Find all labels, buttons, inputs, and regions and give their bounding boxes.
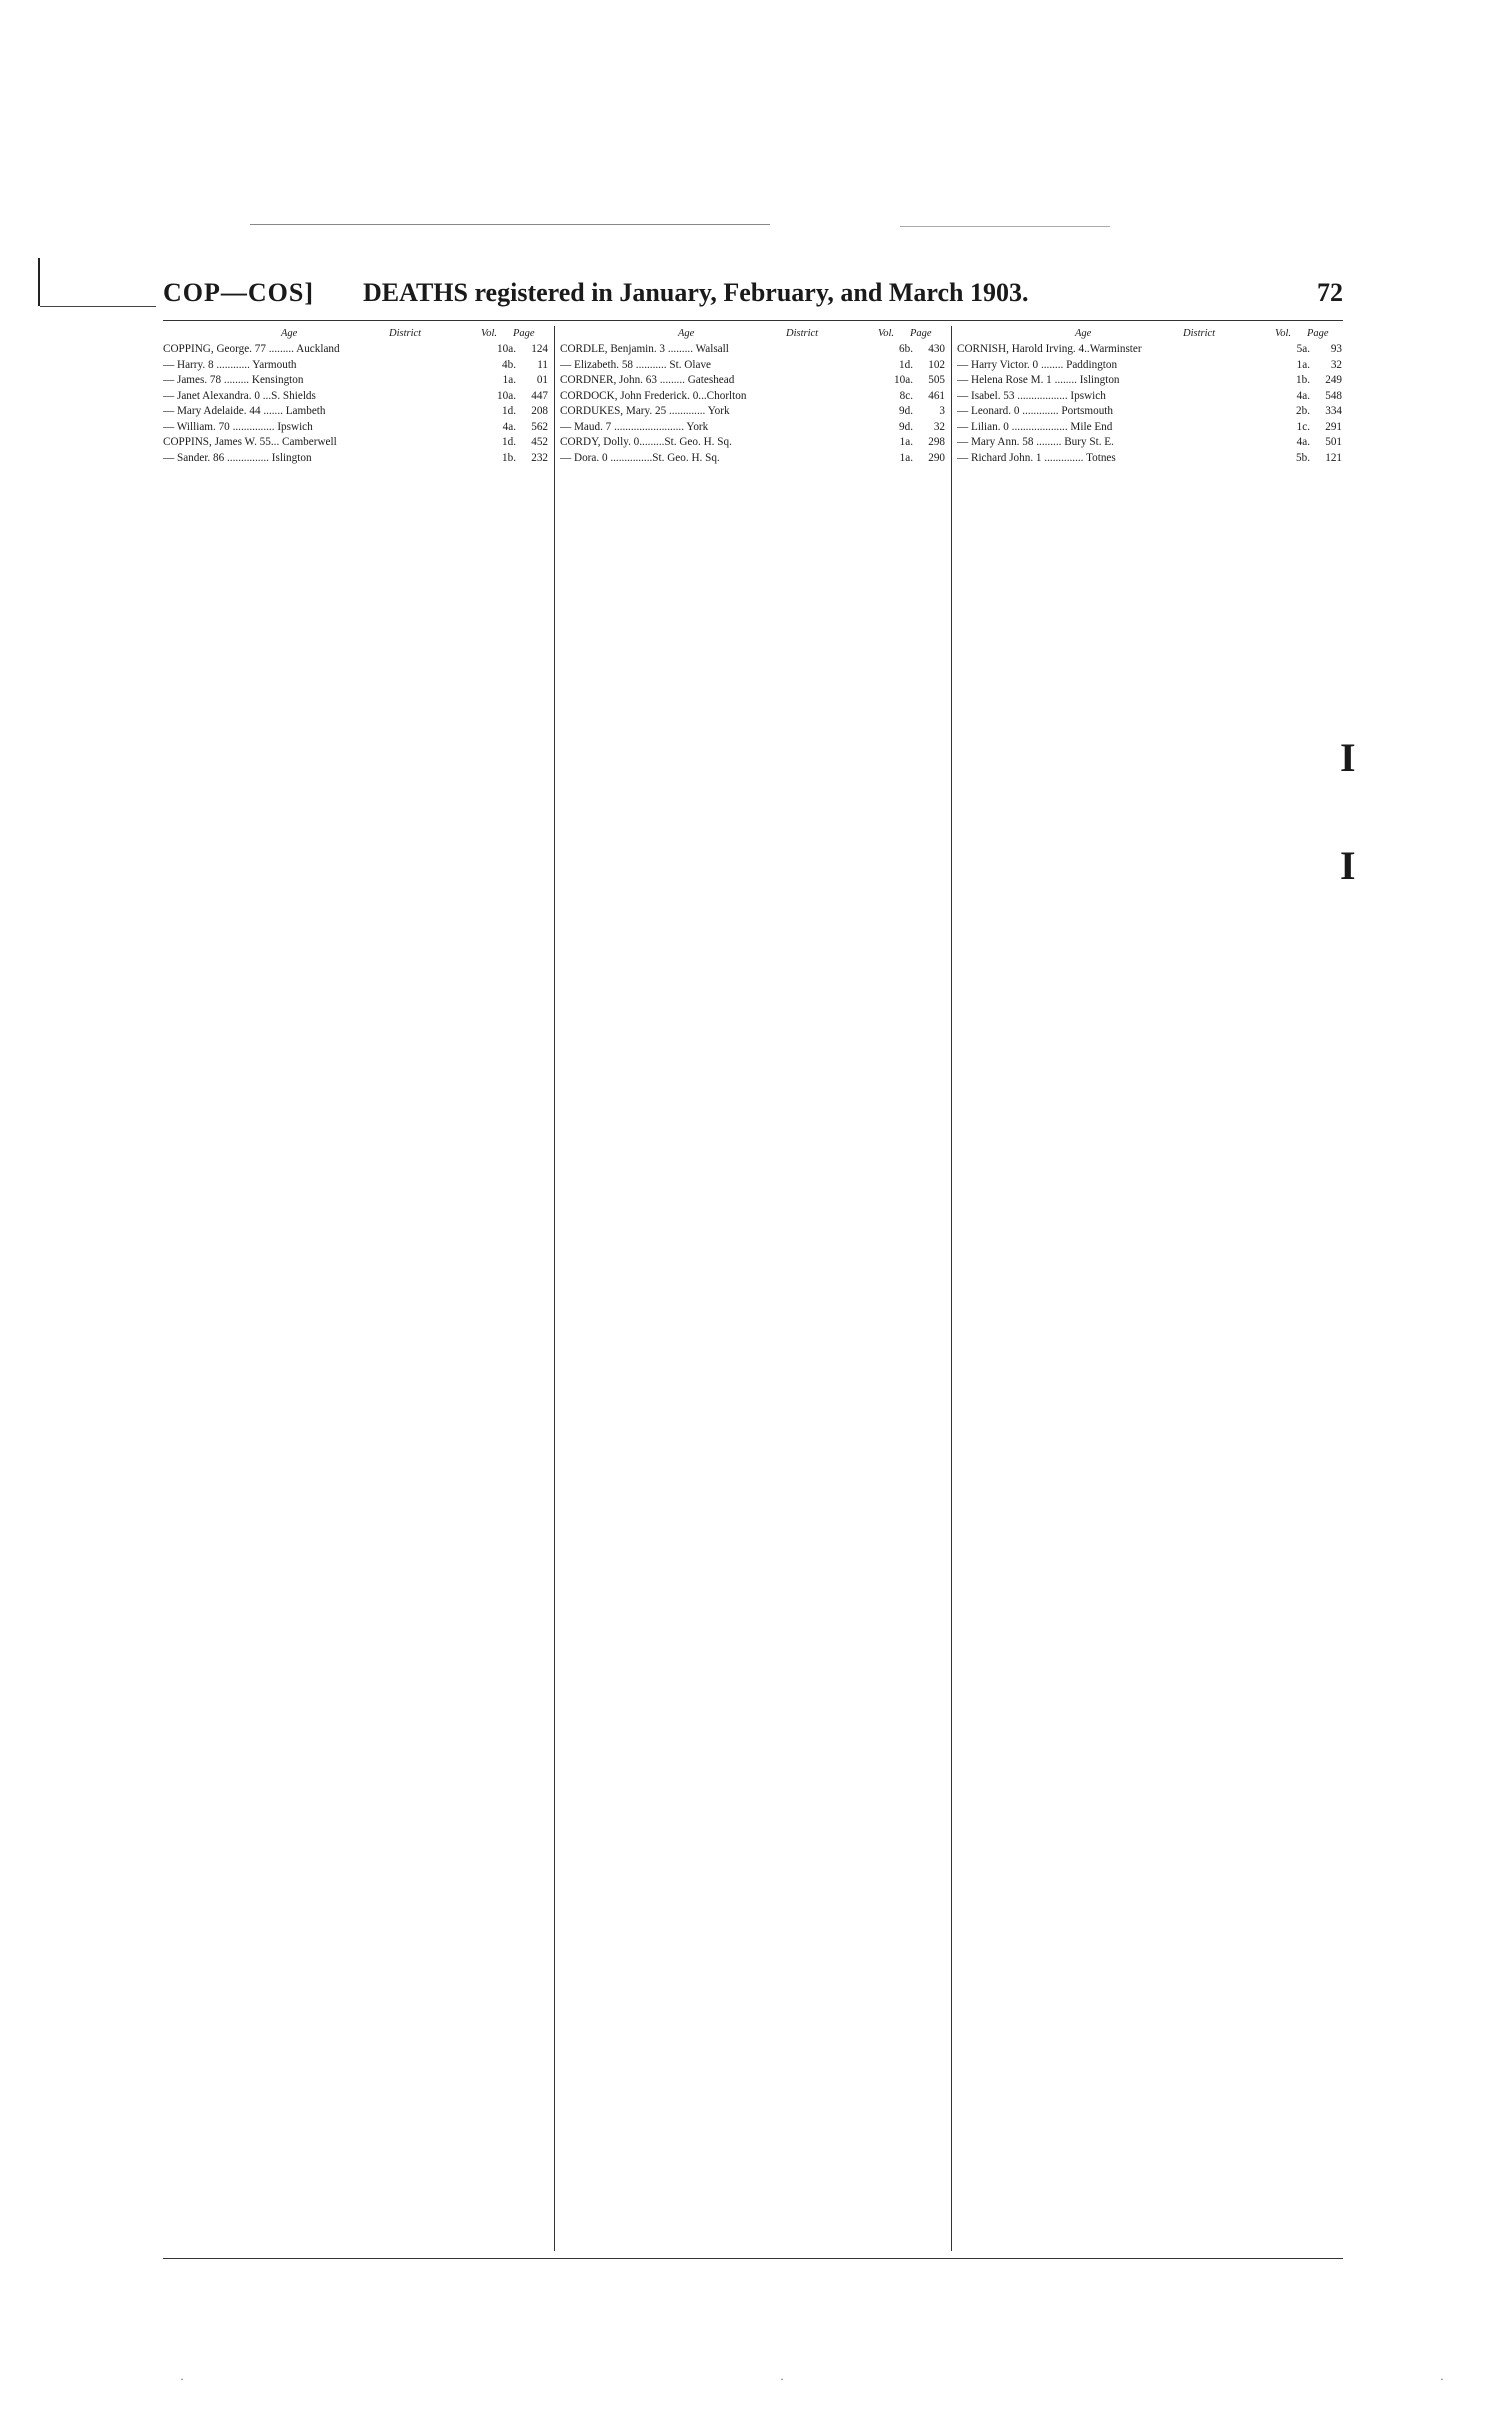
entry-name-age-district: — James. 78 ......... Kensington xyxy=(163,374,304,386)
entry-volume: 4a. xyxy=(1296,389,1310,402)
register-entry xyxy=(163,358,548,374)
entry-volume: 1b. xyxy=(1296,374,1310,386)
column-divider xyxy=(951,326,952,2251)
footer-speck: · xyxy=(180,2372,184,2386)
entry-volume: 1d. xyxy=(502,436,516,448)
entry-volume: 10a. xyxy=(497,389,516,402)
entry-page: 208 xyxy=(531,405,548,417)
binding-edge-mark xyxy=(38,258,40,306)
page-header xyxy=(163,278,1343,314)
entry-volume: 10a. xyxy=(497,343,516,355)
entry-name-age-district: — Harry. 8 ............ Yarmouth xyxy=(163,358,297,371)
entry-volume: 4a. xyxy=(502,420,516,433)
heading-vol: Vol. xyxy=(878,328,895,339)
surname-range: COP—COS] xyxy=(163,278,314,307)
entry-page: 447 xyxy=(531,389,548,402)
entry-name-age-district: COPPING, George. 77 ......... Auckland xyxy=(163,343,340,355)
register-entry xyxy=(957,389,1342,405)
margin-mark-upper: I xyxy=(1340,735,1356,780)
entry-volume: 1a. xyxy=(899,451,913,464)
register-column-1 xyxy=(163,326,548,2256)
heading-age: Age xyxy=(1075,328,1092,339)
entry-page: 249 xyxy=(1325,374,1342,386)
entry-volume: 1a. xyxy=(1296,358,1310,371)
heading-page: Page xyxy=(513,328,535,339)
register-entry xyxy=(560,451,945,467)
entry-page: 548 xyxy=(1325,389,1342,402)
entry-name-age-district: CORDOCK, John Frederick. 0...Chorlton xyxy=(560,389,747,402)
entry-page: 102 xyxy=(928,358,945,371)
entry-page: 291 xyxy=(1325,420,1342,433)
entry-volume: 1a. xyxy=(502,374,516,386)
top-faint-rule xyxy=(250,224,770,225)
column-headings xyxy=(560,326,945,342)
entry-page: 290 xyxy=(928,451,945,464)
entry-list xyxy=(957,342,1342,466)
entry-name-age-district: CORNISH, Harold Irving. 4..Warminster xyxy=(957,343,1142,355)
entry-name-age-district: — Elizabeth. 58 ........... St. Olave xyxy=(560,358,712,371)
entry-name-age-district: — Dora. 0 ...............St. Geo. H. Sq. xyxy=(560,451,720,464)
entry-volume: 9d. xyxy=(899,405,913,417)
header-rule xyxy=(163,320,1343,321)
entry-page: 232 xyxy=(531,451,548,464)
register-entry xyxy=(957,373,1342,389)
register-entry xyxy=(163,373,548,389)
page-number: 72 xyxy=(1317,278,1343,307)
register-entry xyxy=(957,358,1342,374)
entry-name-age-district: CORDY, Dolly. 0.........St. Geo. H. Sq. xyxy=(560,436,732,448)
entry-page: 32 xyxy=(1330,358,1342,371)
register-columns xyxy=(163,326,1343,2256)
register-entry xyxy=(560,389,945,405)
heading-district: District xyxy=(786,328,819,339)
entry-name-age-district: CORDLE, Benjamin. 3 ......... Walsall xyxy=(560,343,729,355)
entry-name-age-district: — Mary Adelaide. 44 ....... Lambeth xyxy=(163,405,326,417)
entry-name-age-district: COPPINS, James W. 55... Camberwell xyxy=(163,436,337,448)
top-faint-rule-right xyxy=(900,226,1110,227)
entry-page: 298 xyxy=(928,436,945,448)
register-entry xyxy=(560,435,945,451)
register-entry xyxy=(163,389,548,405)
entry-name-age-district: — William. 70 ............... Ipswich xyxy=(163,420,313,433)
column-divider xyxy=(554,326,555,2251)
heading-page: Page xyxy=(1307,328,1329,339)
entry-name-age-district: — Isabel. 53 .................. Ipswich xyxy=(957,389,1106,402)
entry-volume: 4b. xyxy=(502,358,516,371)
entry-page: 3 xyxy=(939,405,945,417)
footer-speck: · xyxy=(780,2372,784,2386)
entry-page: 430 xyxy=(928,343,945,355)
register-entry xyxy=(957,451,1342,467)
entry-volume: 4a. xyxy=(1296,436,1310,448)
entry-volume: 1c. xyxy=(1296,420,1310,433)
entry-volume: 10a. xyxy=(894,374,913,386)
bottom-rule xyxy=(163,2258,1343,2259)
register-entry xyxy=(163,404,548,420)
register-entry xyxy=(957,435,1342,451)
entry-list xyxy=(163,342,548,466)
entry-page: 32 xyxy=(933,420,945,433)
entry-page: 334 xyxy=(1325,405,1342,417)
page-title: DEATHS registered in January, February, and March 1903. xyxy=(363,278,1029,307)
heading-vol: Vol. xyxy=(1275,328,1292,339)
footer-speck: · xyxy=(1440,2372,1444,2386)
entry-name-age-district: — Janet Alexandra. 0 ...S. Shields xyxy=(163,389,316,402)
register-entry xyxy=(560,420,945,436)
register-entry xyxy=(560,404,945,420)
column-headings xyxy=(163,326,548,342)
entry-volume: 9d. xyxy=(899,420,913,433)
entry-page: 501 xyxy=(1325,436,1342,448)
register-entry xyxy=(163,342,548,358)
column-headings xyxy=(957,326,1342,342)
register-column-3 xyxy=(957,326,1342,2256)
entry-name-age-district: — Maud. 7 ......................... York xyxy=(560,420,709,433)
entry-volume: 5b. xyxy=(1296,451,1310,464)
entry-name-age-district: — Sander. 86 ............... Islington xyxy=(163,451,312,464)
heading-district: District xyxy=(1183,328,1216,339)
entry-list xyxy=(560,342,945,466)
register-entry xyxy=(957,420,1342,436)
entry-name-age-district: — Helena Rose M. 1 ........ Islington xyxy=(957,374,1120,386)
register-entry xyxy=(560,342,945,358)
heading-vol: Vol. xyxy=(481,328,498,339)
entry-page: 01 xyxy=(536,374,548,386)
entry-name-age-district: — Mary Ann. 58 ......... Bury St. E. xyxy=(957,436,1114,448)
register-entry xyxy=(163,420,548,436)
register-column-2 xyxy=(560,326,945,2256)
entry-name-age-district: — Richard John. 1 .............. Totnes xyxy=(957,451,1116,464)
entry-volume: 1a. xyxy=(899,436,913,448)
entry-page: 505 xyxy=(928,374,945,386)
entry-volume: 2b. xyxy=(1296,405,1310,417)
register-entry xyxy=(560,358,945,374)
entry-page: 121 xyxy=(1325,451,1342,464)
register-entry xyxy=(163,435,548,451)
register-entry xyxy=(957,404,1342,420)
heading-age: Age xyxy=(678,328,695,339)
binding-edge-tick xyxy=(40,306,156,307)
heading-page: Page xyxy=(910,328,932,339)
entry-volume: 5a. xyxy=(1296,343,1310,355)
entry-volume: 1d. xyxy=(899,358,913,371)
entry-page: 452 xyxy=(531,436,548,448)
heading-age: Age xyxy=(281,328,298,339)
entry-page: 11 xyxy=(537,358,548,371)
margin-mark-lower: I xyxy=(1340,843,1356,888)
entry-name-age-district: — Harry Victor. 0 ........ Paddington xyxy=(957,358,1118,371)
entry-page: 124 xyxy=(531,343,548,355)
entry-page: 93 xyxy=(1330,343,1342,355)
entry-volume: 6b. xyxy=(899,343,913,355)
entry-name-age-district: CORDNER, John. 63 ......... Gateshead xyxy=(560,374,735,386)
entry-volume: 8c. xyxy=(899,389,913,402)
register-entry xyxy=(560,373,945,389)
register-entry xyxy=(163,451,548,467)
entry-page: 562 xyxy=(531,420,548,433)
entry-page: 461 xyxy=(928,389,945,402)
entry-volume: 1b. xyxy=(502,451,516,464)
entry-volume: 1d. xyxy=(502,405,516,417)
heading-district: District xyxy=(389,328,422,339)
entry-name-age-district: — Leonard. 0 ............. Portsmouth xyxy=(957,405,1113,417)
entry-name-age-district: CORDUKES, Mary. 25 ............. York xyxy=(560,405,730,417)
register-entry xyxy=(957,342,1342,358)
entry-name-age-district: — Lilian. 0 .................... Mile End xyxy=(957,420,1113,433)
